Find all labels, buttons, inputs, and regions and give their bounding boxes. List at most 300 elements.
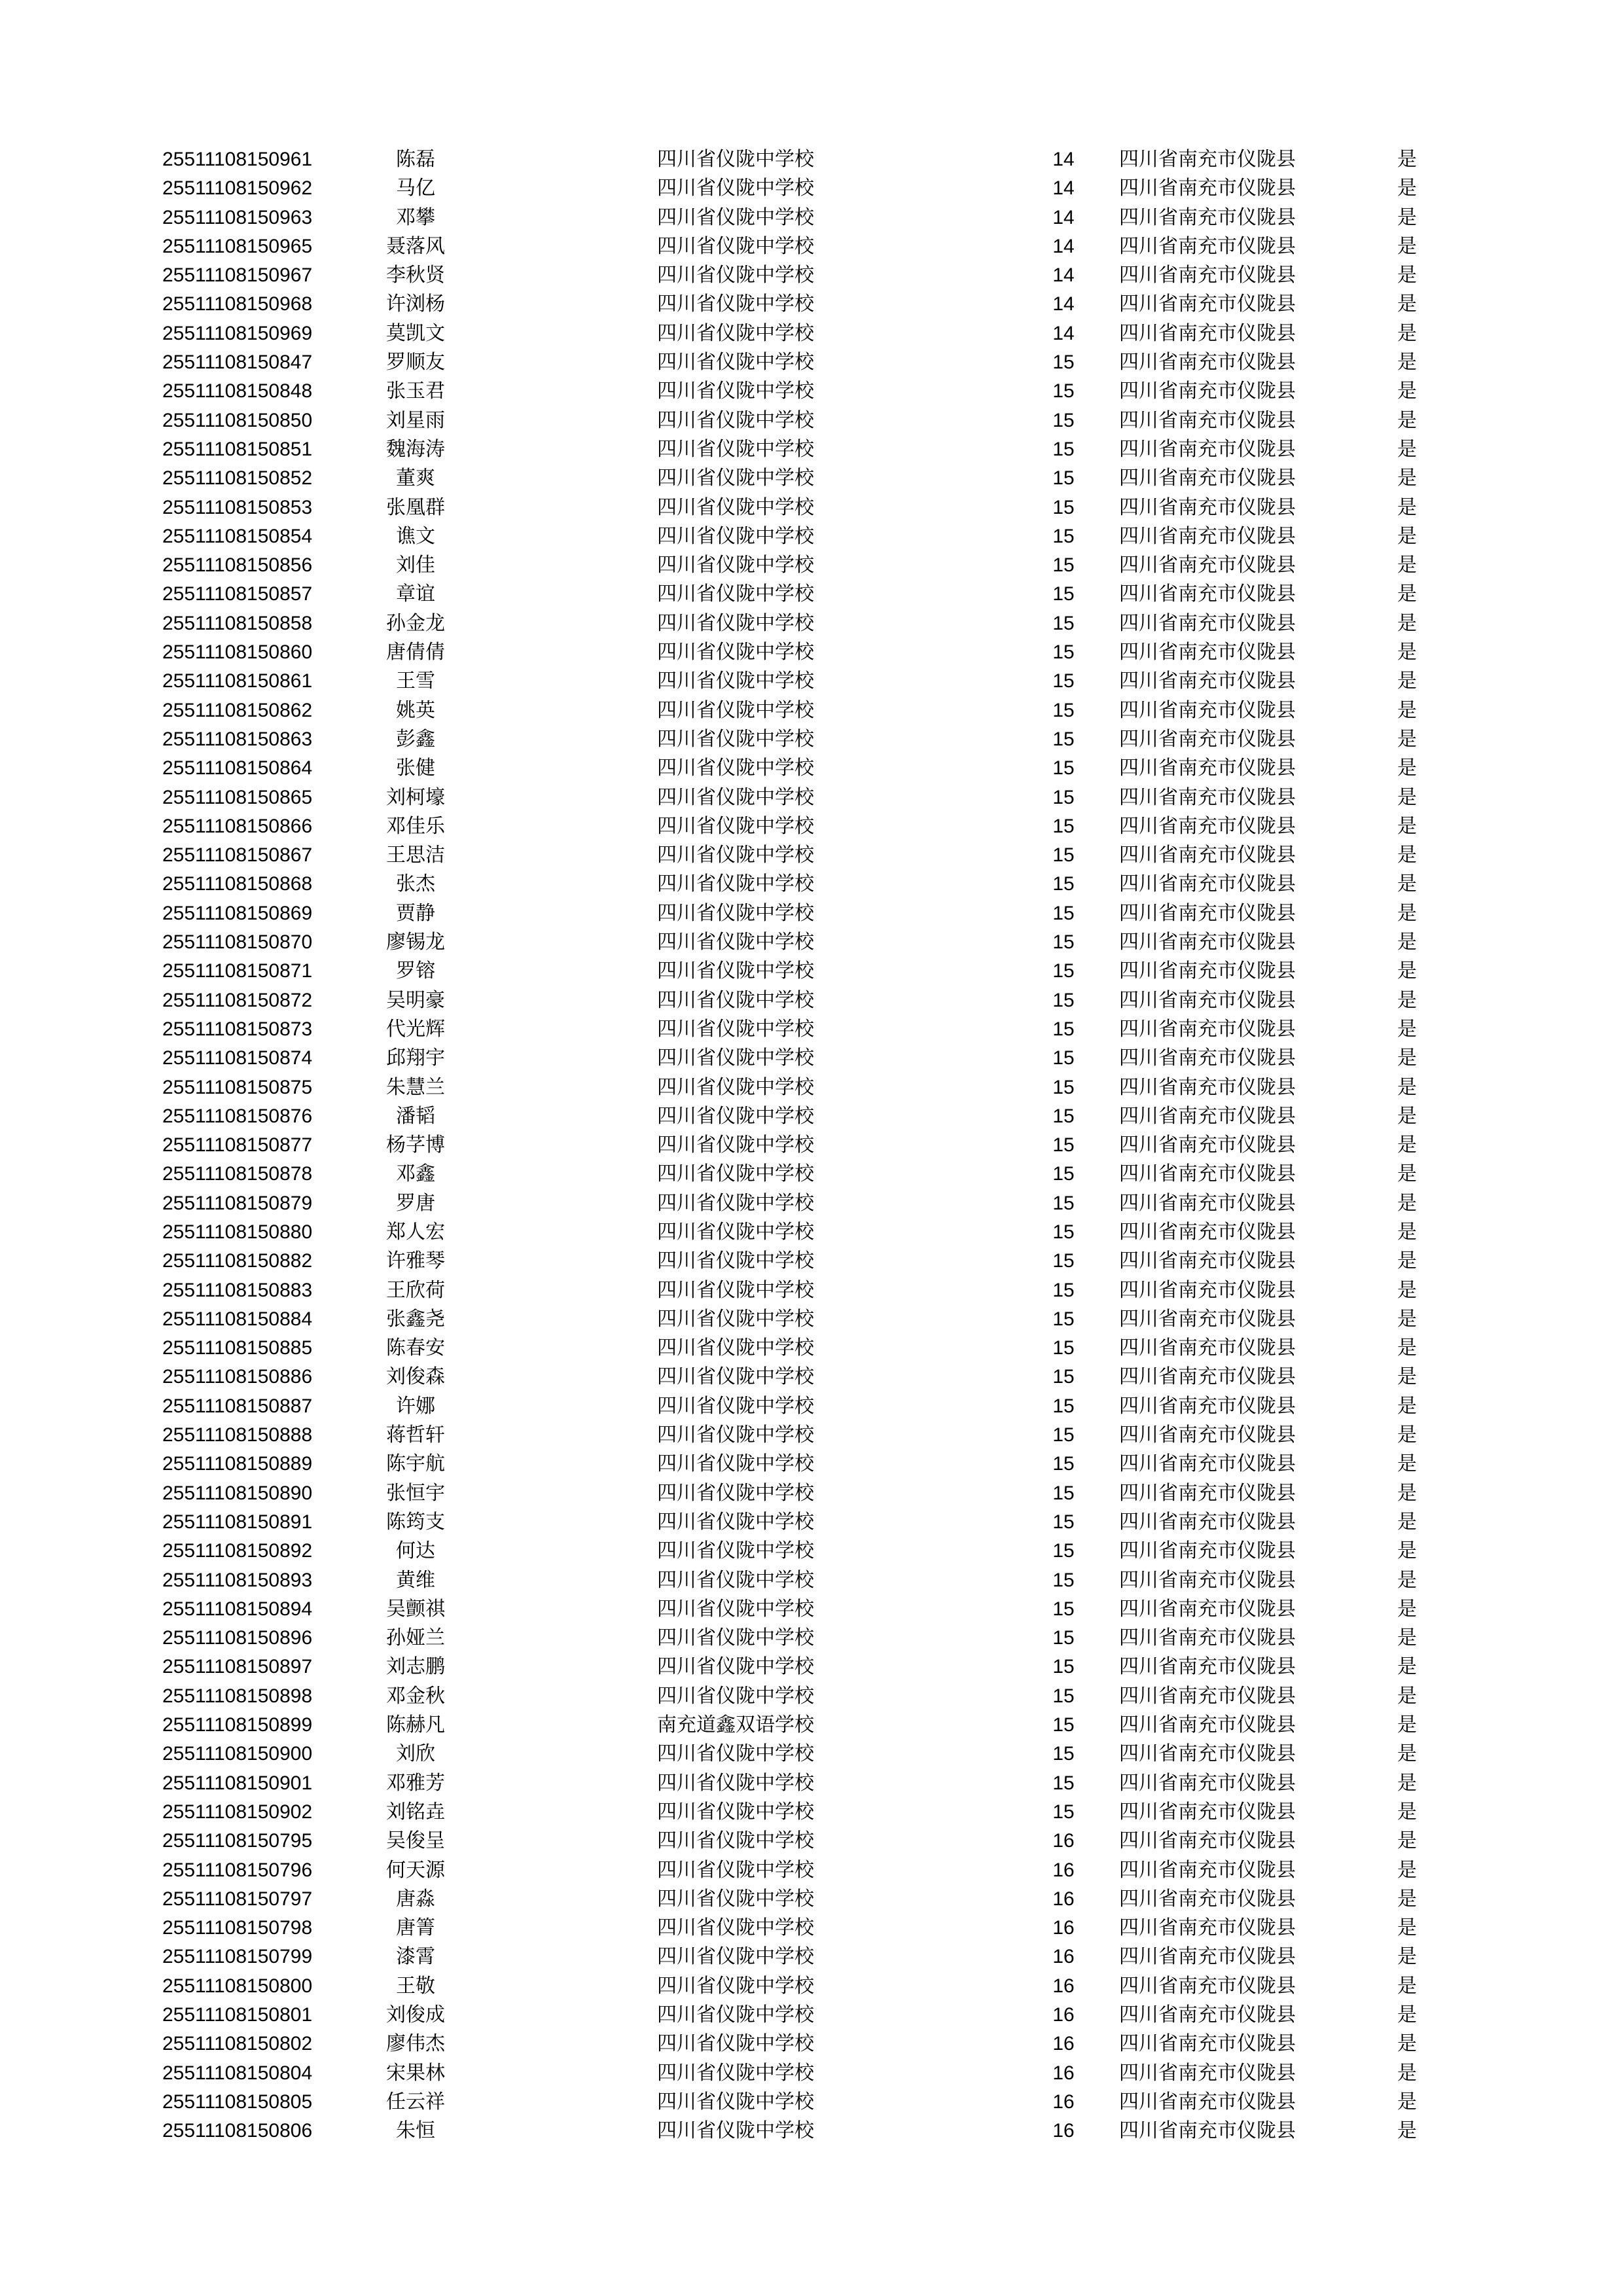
school-cell: 四川省仪陇中学校 xyxy=(657,641,814,664)
class-number-cell: 15 xyxy=(1052,1540,1075,1562)
student-name-cell: 黄维 xyxy=(396,1568,435,1592)
student-id-cell: 25511108150878 xyxy=(162,1163,313,1185)
class-number-cell: 15 xyxy=(1052,1105,1075,1127)
region-cell: 四川省南充市仪陇县 xyxy=(1119,1047,1296,1070)
table-row xyxy=(0,580,1623,609)
student-id-cell: 25511108150858 xyxy=(162,612,313,634)
student-id-cell: 25511108150863 xyxy=(162,728,313,750)
student-name-cell: 吴明豪 xyxy=(386,988,445,1012)
status-flag-cell: 是 xyxy=(1397,1424,1417,1447)
student-name-cell: 许雅琴 xyxy=(386,1249,445,1273)
class-number-cell: 15 xyxy=(1052,1279,1075,1301)
status-flag-cell: 是 xyxy=(1397,1858,1417,1882)
table-row xyxy=(0,145,1623,174)
student-id-cell: 25511108150870 xyxy=(162,931,313,954)
table-row xyxy=(0,2088,1623,2117)
region-cell: 四川省南充市仪陇县 xyxy=(1119,1771,1296,1795)
school-cell: 四川省仪陇中学校 xyxy=(657,1742,814,1766)
status-flag-cell: 是 xyxy=(1397,1278,1417,1302)
school-cell: 四川省仪陇中学校 xyxy=(657,206,814,229)
table-row xyxy=(0,1653,1623,1681)
status-flag-cell: 是 xyxy=(1397,495,1417,519)
region-cell: 四川省南充市仪陇县 xyxy=(1119,2061,1296,2085)
status-flag-cell: 是 xyxy=(1397,583,1417,606)
school-cell: 南充道鑫双语学校 xyxy=(657,1713,814,1737)
school-cell: 四川省仪陇中学校 xyxy=(657,1452,814,1476)
student-name-cell: 孙金龙 xyxy=(386,611,445,635)
table-row xyxy=(0,1798,1623,1827)
student-name-cell: 朱慧兰 xyxy=(386,1075,445,1099)
region-cell: 四川省南充市仪陇县 xyxy=(1119,1539,1296,1563)
student-name-cell: 刘柯壕 xyxy=(386,785,445,809)
status-flag-cell: 是 xyxy=(1397,1539,1417,1563)
class-number-cell: 15 xyxy=(1052,1395,1075,1417)
school-cell: 四川省仪陇中学校 xyxy=(657,1075,814,1099)
class-number-cell: 16 xyxy=(1052,2033,1075,2055)
student-id-cell: 25511108150854 xyxy=(162,525,313,547)
student-id-cell: 25511108150853 xyxy=(162,496,313,518)
status-flag-cell: 是 xyxy=(1397,1017,1417,1041)
table-row xyxy=(0,812,1623,841)
student-id-cell: 25511108150969 xyxy=(162,322,313,344)
status-flag-cell: 是 xyxy=(1397,1945,1417,1969)
status-flag-cell: 是 xyxy=(1397,1742,1417,1766)
region-cell: 四川省南充市仪陇县 xyxy=(1119,2090,1296,2113)
school-cell: 四川省仪陇中学校 xyxy=(657,814,814,838)
school-cell: 四川省仪陇中学校 xyxy=(657,1191,814,1215)
table-row xyxy=(0,261,1623,290)
school-cell: 四川省仪陇中学校 xyxy=(657,2061,814,2085)
status-flag-cell: 是 xyxy=(1397,234,1417,258)
student-name-cell: 马亿 xyxy=(396,177,435,200)
region-cell: 四川省南充市仪陇县 xyxy=(1119,960,1296,983)
region-cell: 四川省南充市仪陇县 xyxy=(1119,1394,1296,1418)
student-name-cell: 章谊 xyxy=(396,583,435,606)
status-flag-cell: 是 xyxy=(1397,1394,1417,1418)
status-flag-cell: 是 xyxy=(1397,2032,1417,2056)
school-cell: 四川省仪陇中学校 xyxy=(657,670,814,693)
student-name-cell: 廖锡龙 xyxy=(386,931,445,954)
region-cell: 四川省南充市仪陇县 xyxy=(1119,293,1296,316)
table-row xyxy=(0,464,1623,493)
table-row xyxy=(0,1595,1623,1624)
student-id-cell: 25511108150877 xyxy=(162,1134,313,1157)
status-flag-cell: 是 xyxy=(1397,1336,1417,1360)
class-number-cell: 15 xyxy=(1052,1134,1075,1157)
school-cell: 四川省仪陇中学校 xyxy=(657,1684,814,1708)
school-cell: 四川省仪陇中学校 xyxy=(657,1424,814,1447)
school-cell: 四川省仪陇中学校 xyxy=(657,234,814,258)
region-cell: 四川省南充市仪陇县 xyxy=(1119,2119,1296,2143)
table-row xyxy=(0,1276,1623,1305)
status-flag-cell: 是 xyxy=(1397,727,1417,751)
table-row xyxy=(0,1450,1623,1479)
class-number-cell: 15 xyxy=(1052,1627,1075,1649)
student-name-cell: 张恒宇 xyxy=(386,1481,445,1505)
student-name-cell: 罗顺友 xyxy=(386,351,445,374)
status-flag-cell: 是 xyxy=(1397,901,1417,925)
student-id-cell: 25511108150896 xyxy=(162,1627,313,1649)
student-id-cell: 25511108150879 xyxy=(162,1192,313,1214)
student-name-cell: 唐淼 xyxy=(396,1887,435,1910)
student-id-cell: 25511108150901 xyxy=(162,1772,313,1794)
table-row xyxy=(0,1363,1623,1391)
status-flag-cell: 是 xyxy=(1397,2061,1417,2085)
status-flag-cell: 是 xyxy=(1397,1829,1417,1853)
student-name-cell: 张鑫尧 xyxy=(386,1307,445,1331)
table-row xyxy=(0,870,1623,899)
class-number-cell: 15 xyxy=(1052,380,1075,403)
school-cell: 四川省仪陇中学校 xyxy=(657,1800,814,1823)
region-cell: 四川省南充市仪陇县 xyxy=(1119,1945,1296,1969)
student-id-cell: 25511108150856 xyxy=(162,554,313,577)
table-row xyxy=(0,1566,1623,1595)
table-row xyxy=(0,1189,1623,1218)
region-cell: 四川省南充市仪陇县 xyxy=(1119,988,1296,1012)
student-id-cell: 25511108150806 xyxy=(162,2120,313,2142)
region-cell: 四川省南充市仪陇县 xyxy=(1119,1017,1296,1041)
status-flag-cell: 是 xyxy=(1397,785,1417,809)
region-cell: 四川省南充市仪陇县 xyxy=(1119,1713,1296,1737)
student-name-cell: 代光辉 xyxy=(386,1017,445,1041)
class-number-cell: 15 xyxy=(1052,1192,1075,1214)
table-row xyxy=(0,1421,1623,1450)
region-cell: 四川省南充市仪陇县 xyxy=(1119,1307,1296,1331)
student-id-cell: 25511108150796 xyxy=(162,1859,313,1881)
region-cell: 四川省南充市仪陇县 xyxy=(1119,148,1296,171)
student-name-cell: 刘俊成 xyxy=(386,2003,445,2026)
status-flag-cell: 是 xyxy=(1397,1249,1417,1273)
table-row xyxy=(0,1682,1623,1711)
region-cell: 四川省南充市仪陇县 xyxy=(1119,2003,1296,2026)
table-row xyxy=(0,1856,1623,1885)
student-name-cell: 刘星雨 xyxy=(386,408,445,432)
region-cell: 四川省南充市仪陇县 xyxy=(1119,1104,1296,1128)
status-flag-cell: 是 xyxy=(1397,293,1417,316)
table-row xyxy=(0,667,1623,696)
status-flag-cell: 是 xyxy=(1397,380,1417,403)
status-flag-cell: 是 xyxy=(1397,2119,1417,2143)
status-flag-cell: 是 xyxy=(1397,321,1417,345)
region-cell: 四川省南充市仪陇县 xyxy=(1119,1191,1296,1215)
student-name-cell: 王敬 xyxy=(396,1974,435,1998)
table-row xyxy=(0,1827,1623,1856)
school-cell: 四川省仪陇中学校 xyxy=(657,727,814,751)
student-name-cell: 邓鑫 xyxy=(396,1162,435,1186)
school-cell: 四川省仪陇中学校 xyxy=(657,757,814,780)
status-flag-cell: 是 xyxy=(1397,1800,1417,1823)
school-cell: 四川省仪陇中学校 xyxy=(657,2119,814,2143)
class-number-cell: 15 xyxy=(1052,496,1075,518)
student-id-cell: 25511108150795 xyxy=(162,1830,313,1852)
status-flag-cell: 是 xyxy=(1397,844,1417,867)
student-id-cell: 25511108150899 xyxy=(162,1714,313,1736)
region-cell: 四川省南充市仪陇县 xyxy=(1119,844,1296,867)
student-id-cell: 25511108150876 xyxy=(162,1105,313,1127)
class-number-cell: 16 xyxy=(1052,1975,1075,1997)
region-cell: 四川省南充市仪陇县 xyxy=(1119,1568,1296,1592)
region-cell: 四川省南充市仪陇县 xyxy=(1119,727,1296,751)
school-cell: 四川省仪陇中学校 xyxy=(657,844,814,867)
table-row xyxy=(0,841,1623,870)
school-cell: 四川省仪陇中学校 xyxy=(657,1597,814,1621)
table-row xyxy=(0,493,1623,522)
school-cell: 四川省仪陇中学校 xyxy=(657,554,814,577)
student-name-cell: 谯文 xyxy=(396,524,435,548)
student-id-cell: 25511108150963 xyxy=(162,206,313,228)
school-cell: 四川省仪陇中学校 xyxy=(657,1858,814,1882)
student-id-cell: 25511108150804 xyxy=(162,2062,313,2084)
region-cell: 四川省南充市仪陇县 xyxy=(1119,1858,1296,1882)
status-flag-cell: 是 xyxy=(1397,1191,1417,1215)
class-number-cell: 14 xyxy=(1052,322,1075,344)
student-id-cell: 25511108150882 xyxy=(162,1250,313,1272)
student-name-cell: 刘铭垚 xyxy=(386,1800,445,1823)
class-number-cell: 15 xyxy=(1052,525,1075,547)
student-name-cell: 廖伟杰 xyxy=(386,2032,445,2056)
class-number-cell: 15 xyxy=(1052,815,1075,837)
school-cell: 四川省仪陇中学校 xyxy=(657,785,814,809)
school-cell: 四川省仪陇中学校 xyxy=(657,1945,814,1969)
student-id-cell: 25511108150861 xyxy=(162,670,313,692)
student-id-cell: 25511108150799 xyxy=(162,1946,313,1968)
status-flag-cell: 是 xyxy=(1397,177,1417,200)
table-row xyxy=(0,1740,1623,1768)
student-id-cell: 25511108150857 xyxy=(162,583,313,605)
student-name-cell: 王思洁 xyxy=(386,844,445,867)
student-id-cell: 25511108150889 xyxy=(162,1453,313,1475)
class-number-cell: 15 xyxy=(1052,1424,1075,1446)
status-flag-cell: 是 xyxy=(1397,1307,1417,1331)
table-row xyxy=(0,1102,1623,1131)
school-cell: 四川省仪陇中学校 xyxy=(657,1510,814,1534)
school-cell: 四川省仪陇中学校 xyxy=(657,988,814,1012)
class-number-cell: 16 xyxy=(1052,1917,1075,1939)
region-cell: 四川省南充市仪陇县 xyxy=(1119,698,1296,722)
student-name-cell: 宋果林 xyxy=(386,2061,445,2085)
class-number-cell: 15 xyxy=(1052,1743,1075,1765)
student-name-cell: 陈宇航 xyxy=(386,1452,445,1476)
school-cell: 四川省仪陇中学校 xyxy=(657,1771,814,1795)
student-id-cell: 25511108150894 xyxy=(162,1598,313,1620)
region-cell: 四川省南充市仪陇县 xyxy=(1119,206,1296,229)
region-cell: 四川省南充市仪陇县 xyxy=(1119,1510,1296,1534)
table-row xyxy=(0,232,1623,261)
school-cell: 四川省仪陇中学校 xyxy=(657,698,814,722)
school-cell: 四川省仪陇中学校 xyxy=(657,380,814,403)
student-id-cell: 25511108150805 xyxy=(162,2090,313,2113)
school-cell: 四川省仪陇中学校 xyxy=(657,1278,814,1302)
student-id-cell: 25511108150893 xyxy=(162,1569,313,1591)
class-number-cell: 15 xyxy=(1052,467,1075,490)
table-row xyxy=(0,1537,1623,1566)
table-row xyxy=(0,290,1623,319)
school-cell: 四川省仪陇中学校 xyxy=(657,1365,814,1389)
student-id-cell: 25511108150868 xyxy=(162,873,313,895)
table-row xyxy=(0,1392,1623,1421)
status-flag-cell: 是 xyxy=(1397,1104,1417,1128)
student-id-cell: 25511108150802 xyxy=(162,2033,313,2055)
student-name-cell: 邓佳乐 xyxy=(386,814,445,838)
school-cell: 四川省仪陇中学校 xyxy=(657,872,814,896)
school-cell: 四川省仪陇中学校 xyxy=(657,321,814,345)
school-cell: 四川省仪陇中学校 xyxy=(657,1162,814,1186)
student-name-cell: 朱恒 xyxy=(396,2119,435,2143)
student-id-cell: 25511108150865 xyxy=(162,786,313,808)
region-cell: 四川省南充市仪陇县 xyxy=(1119,1887,1296,1910)
region-cell: 四川省南充市仪陇县 xyxy=(1119,1597,1296,1621)
class-number-cell: 14 xyxy=(1052,293,1075,315)
student-name-cell: 邓攀 xyxy=(396,206,435,229)
student-id-cell: 25511108150852 xyxy=(162,467,313,490)
class-number-cell: 15 xyxy=(1052,1511,1075,1533)
school-cell: 四川省仪陇中学校 xyxy=(657,583,814,606)
student-name-cell: 罗镕 xyxy=(396,960,435,983)
class-number-cell: 15 xyxy=(1052,1801,1075,1823)
status-flag-cell: 是 xyxy=(1397,264,1417,287)
student-id-cell: 25511108150864 xyxy=(162,757,313,780)
class-number-cell: 15 xyxy=(1052,1685,1075,1707)
student-name-cell: 刘欣 xyxy=(396,1742,435,1766)
class-number-cell: 15 xyxy=(1052,1163,1075,1185)
student-id-cell: 25511108150967 xyxy=(162,264,313,287)
school-cell: 四川省仪陇中学校 xyxy=(657,437,814,461)
school-cell: 四川省仪陇中学校 xyxy=(657,1307,814,1331)
student-id-cell: 25511108150892 xyxy=(162,1540,313,1562)
region-cell: 四川省南充市仪陇县 xyxy=(1119,437,1296,461)
student-name-cell: 陈赫凡 xyxy=(386,1713,445,1737)
student-name-cell: 陈磊 xyxy=(396,148,435,171)
class-number-cell: 15 xyxy=(1052,641,1075,664)
region-cell: 四川省南充市仪陇县 xyxy=(1119,1452,1296,1476)
class-number-cell: 15 xyxy=(1052,786,1075,808)
student-name-cell: 何达 xyxy=(396,1539,435,1563)
student-name-cell: 张杰 xyxy=(396,872,435,896)
school-cell: 四川省仪陇中学校 xyxy=(657,148,814,171)
school-cell: 四川省仪陇中学校 xyxy=(657,931,814,954)
school-cell: 四川省仪陇中学校 xyxy=(657,1655,814,1679)
status-flag-cell: 是 xyxy=(1397,437,1417,461)
table-row xyxy=(0,551,1623,580)
status-flag-cell: 是 xyxy=(1397,148,1417,171)
class-number-cell: 16 xyxy=(1052,2090,1075,2113)
region-cell: 四川省南充市仪陇县 xyxy=(1119,321,1296,345)
table-row xyxy=(0,1131,1623,1160)
table-row xyxy=(0,1305,1623,1334)
student-name-cell: 彭鑫 xyxy=(396,727,435,751)
student-id-cell: 25511108150884 xyxy=(162,1308,313,1330)
student-id-cell: 25511108150968 xyxy=(162,293,313,315)
student-id-cell: 25511108150867 xyxy=(162,844,313,867)
status-flag-cell: 是 xyxy=(1397,1510,1417,1534)
class-number-cell: 15 xyxy=(1052,873,1075,895)
school-cell: 四川省仪陇中学校 xyxy=(657,611,814,635)
student-name-cell: 许浏杨 xyxy=(386,293,445,316)
class-number-cell: 15 xyxy=(1052,1337,1075,1359)
region-cell: 四川省南充市仪陇县 xyxy=(1119,785,1296,809)
school-cell: 四川省仪陇中学校 xyxy=(657,264,814,287)
student-id-cell: 25511108150888 xyxy=(162,1424,313,1446)
region-cell: 四川省南充市仪陇县 xyxy=(1119,611,1296,635)
student-name-cell: 张健 xyxy=(396,757,435,780)
status-flag-cell: 是 xyxy=(1397,872,1417,896)
region-cell: 四川省南充市仪陇县 xyxy=(1119,1278,1296,1302)
school-cell: 四川省仪陇中学校 xyxy=(657,960,814,983)
status-flag-cell: 是 xyxy=(1397,1916,1417,1940)
student-id-cell: 25511108150869 xyxy=(162,902,313,924)
student-name-cell: 魏海涛 xyxy=(386,437,445,461)
region-cell: 四川省南充市仪陇县 xyxy=(1119,2032,1296,2056)
school-cell: 四川省仪陇中学校 xyxy=(657,901,814,925)
region-cell: 四川省南充市仪陇县 xyxy=(1119,467,1296,490)
status-flag-cell: 是 xyxy=(1397,524,1417,548)
region-cell: 四川省南充市仪陇县 xyxy=(1119,1800,1296,1823)
school-cell: 四川省仪陇中学校 xyxy=(657,2090,814,2113)
school-cell: 四川省仪陇中学校 xyxy=(657,1539,814,1563)
table-row xyxy=(0,406,1623,435)
class-number-cell: 15 xyxy=(1052,1656,1075,1678)
class-number-cell: 15 xyxy=(1052,757,1075,780)
region-cell: 四川省南充市仪陇县 xyxy=(1119,641,1296,664)
table-row xyxy=(0,928,1623,957)
school-cell: 四川省仪陇中学校 xyxy=(657,1916,814,1940)
table-row xyxy=(0,319,1623,348)
region-cell: 四川省南充市仪陇县 xyxy=(1119,872,1296,896)
table-row xyxy=(0,174,1623,203)
class-number-cell: 15 xyxy=(1052,931,1075,954)
status-flag-cell: 是 xyxy=(1397,351,1417,374)
class-number-cell: 14 xyxy=(1052,206,1075,228)
school-cell: 四川省仪陇中学校 xyxy=(657,1047,814,1070)
table-row xyxy=(0,1624,1623,1653)
class-number-cell: 16 xyxy=(1052,2120,1075,2142)
student-name-cell: 任云祥 xyxy=(386,2090,445,2113)
class-number-cell: 15 xyxy=(1052,409,1075,431)
school-cell: 四川省仪陇中学校 xyxy=(657,1017,814,1041)
student-id-cell: 25511108150891 xyxy=(162,1511,313,1533)
region-cell: 四川省南充市仪陇县 xyxy=(1119,1075,1296,1099)
table-row xyxy=(0,696,1623,725)
region-cell: 四川省南充市仪陇县 xyxy=(1119,1162,1296,1186)
class-number-cell: 15 xyxy=(1052,1076,1075,1098)
student-name-cell: 刘俊森 xyxy=(386,1365,445,1389)
region-cell: 四川省南充市仪陇县 xyxy=(1119,554,1296,577)
student-name-cell: 聂落风 xyxy=(386,234,445,258)
region-cell: 四川省南充市仪陇县 xyxy=(1119,670,1296,693)
table-row xyxy=(0,1247,1623,1276)
status-flag-cell: 是 xyxy=(1397,988,1417,1012)
region-cell: 四川省南充市仪陇县 xyxy=(1119,351,1296,374)
table-row xyxy=(0,638,1623,667)
student-id-cell: 25511108150962 xyxy=(162,177,313,200)
region-cell: 四川省南充市仪陇县 xyxy=(1119,1655,1296,1679)
student-name-cell: 孙娅兰 xyxy=(386,1626,445,1650)
region-cell: 四川省南充市仪陇县 xyxy=(1119,1829,1296,1853)
region-cell: 四川省南充市仪陇县 xyxy=(1119,234,1296,258)
table-row xyxy=(0,1044,1623,1073)
region-cell: 四川省南充市仪陇县 xyxy=(1119,1626,1296,1650)
table-row xyxy=(0,1711,1623,1740)
student-name-cell: 吴俊呈 xyxy=(386,1829,445,1853)
student-name-cell: 许娜 xyxy=(396,1394,435,1418)
student-name-cell: 邓雅芳 xyxy=(386,1771,445,1795)
student-name-cell: 何天源 xyxy=(386,1858,445,1882)
class-number-cell: 15 xyxy=(1052,1308,1075,1330)
student-id-cell: 25511108150898 xyxy=(162,1685,313,1707)
student-id-cell: 25511108150900 xyxy=(162,1743,313,1765)
region-cell: 四川省南充市仪陇县 xyxy=(1119,1134,1296,1157)
student-name-cell: 张玉君 xyxy=(386,380,445,403)
